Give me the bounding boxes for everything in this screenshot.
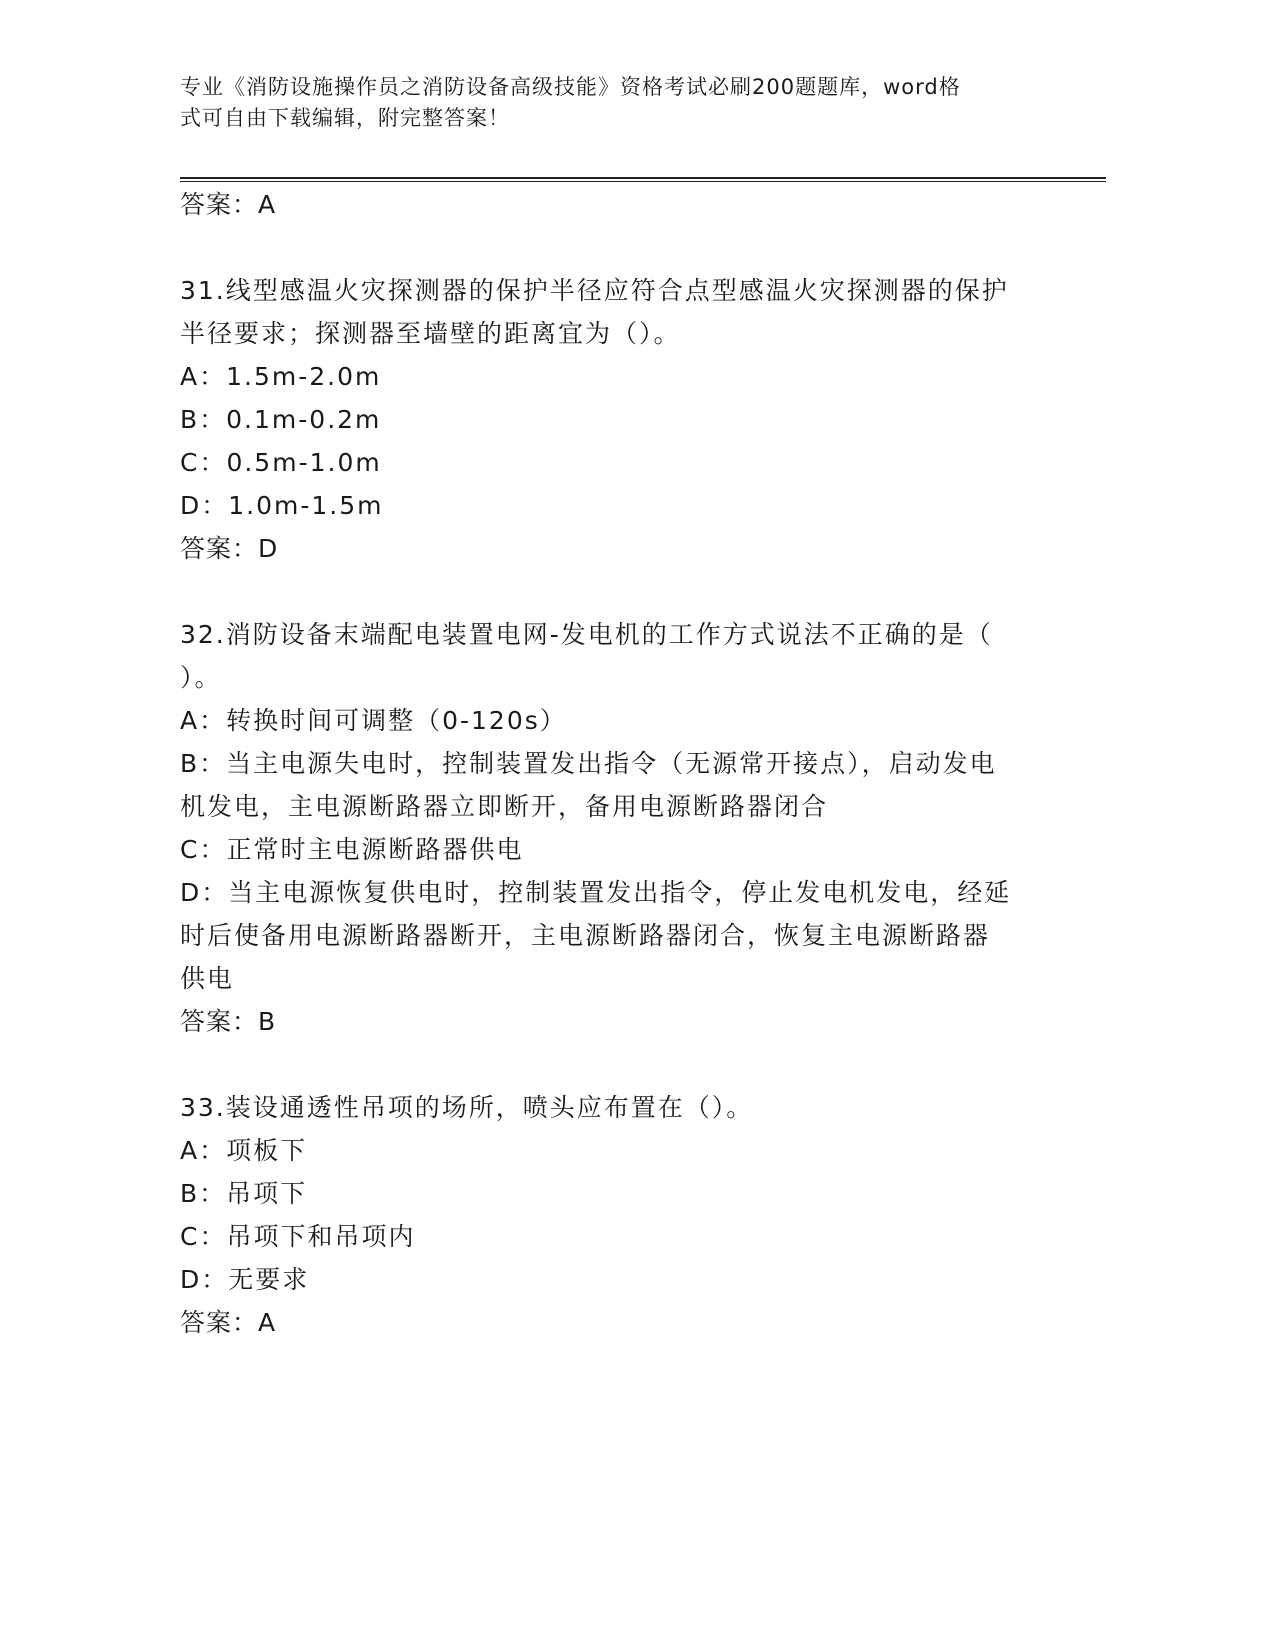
option-d-continued: 时后使备用电源断路器断开，主电源断路器闭合，恢复主电源断路器 — [180, 921, 991, 950]
option-b: B：0.1m-0.2m — [180, 405, 382, 434]
option-d: D：1.0m-1.5m — [180, 491, 384, 520]
option-a: A：1.5m-2.0m — [180, 362, 382, 391]
question-31 — [180, 269, 1060, 570]
previous-answer: 答案：A — [180, 190, 277, 219]
option-d-continued: 供电 — [180, 964, 235, 993]
header-line-1: 专业《消防设施操作员之消防设备高级技能》资格考试必刷200题题库，word格 — [180, 75, 961, 99]
option-c: C：吊项下和吊项内 — [180, 1222, 416, 1251]
question-stem-line: 32.消防设备末端配电装置电网-发电机的工作方式说法不正确的是（ — [180, 620, 993, 649]
option-b: B：吊项下 — [180, 1179, 308, 1208]
option-b-continued: 机发电，主电源断路器立即断开，备用电源断路器闭合 — [180, 792, 829, 821]
option-d: D：当主电源恢复供电时，控制装置发出指令，停止发电机发电，经延 — [180, 878, 1012, 907]
question-list — [180, 183, 1060, 1344]
option-d: D：无要求 — [180, 1265, 310, 1294]
header-line-2: 式可自由下载编辑，附完整答案！ — [180, 106, 510, 130]
spacer — [180, 226, 1060, 269]
spacer — [180, 570, 1060, 613]
answer: 答案：A — [180, 1308, 277, 1337]
option-c: C：正常时主电源断路器供电 — [180, 835, 524, 864]
header-rule-thick — [180, 177, 1106, 179]
option-a: A：项板下 — [180, 1136, 308, 1165]
page-header — [180, 72, 1060, 134]
question-stem-line: 33.装设通透性吊项的场所，喷头应布置在（）。 — [180, 1093, 754, 1122]
question-stem-line: 半径要求；探测器至墙壁的距离宜为（）。 — [180, 319, 681, 348]
answer: 答案：D — [180, 534, 279, 563]
question-stem-line: 31.线型感温火灾探测器的保护半径应符合点型感温火灾探测器的保护 — [180, 276, 1009, 305]
spacer — [180, 1043, 1060, 1086]
option-c: C：0.5m-1.0m — [180, 448, 382, 477]
question-32 — [180, 613, 1060, 1043]
option-b: B：当主电源失电时，控制装置发出指令（无源常开接点），启动发电 — [180, 749, 997, 778]
option-a: A：转换时间可调整（0-120s） — [180, 706, 567, 735]
answer: 答案：B — [180, 1007, 277, 1036]
question-stem-line: ）。 — [180, 663, 222, 692]
header-rule-thin — [180, 181, 1106, 182]
question-33 — [180, 1086, 1060, 1344]
